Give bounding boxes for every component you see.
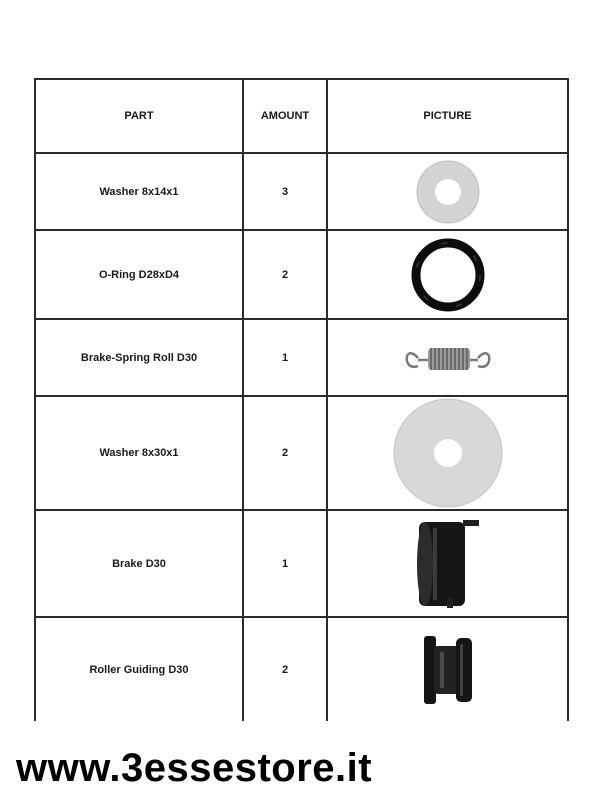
table-row <box>35 510 568 617</box>
part-picture <box>327 617 568 721</box>
header-part: PART <box>35 79 243 153</box>
part-name: Washer 8x30x1 <box>35 396 243 510</box>
part-name: O-Ring D28xD4 <box>35 230 243 319</box>
small-washer-icon <box>413 159 483 225</box>
part-name: Washer 8x14x1 <box>35 153 243 230</box>
roller-icon <box>416 626 480 714</box>
parts-table <box>34 78 569 721</box>
large-washer-icon <box>392 397 504 509</box>
part-picture <box>327 153 568 230</box>
part-picture <box>327 230 568 319</box>
part-name: Brake D30 <box>35 510 243 617</box>
table-row <box>35 230 568 319</box>
table-row <box>35 319 568 396</box>
part-amount: 1 <box>243 510 327 617</box>
spring-icon <box>400 338 496 378</box>
table-row <box>35 153 568 230</box>
part-amount: 1 <box>243 319 327 396</box>
part-picture <box>327 510 568 617</box>
part-amount: 2 <box>243 617 327 721</box>
part-picture <box>327 319 568 396</box>
part-name: Roller Guiding D30 <box>35 617 243 721</box>
part-amount: 2 <box>243 396 327 510</box>
table-header-row <box>35 79 568 153</box>
table-row <box>35 617 568 721</box>
header-amount: AMOUNT <box>243 79 327 153</box>
part-amount: 3 <box>243 153 327 230</box>
brake-icon <box>413 516 483 612</box>
part-picture <box>327 396 568 510</box>
part-name: Brake-Spring Roll D30 <box>35 319 243 396</box>
website-url: www.3essestore.it <box>16 746 373 790</box>
table-row <box>35 396 568 510</box>
header-picture: PICTURE <box>327 79 568 153</box>
part-amount: 2 <box>243 230 327 319</box>
o-ring-icon <box>408 235 488 315</box>
